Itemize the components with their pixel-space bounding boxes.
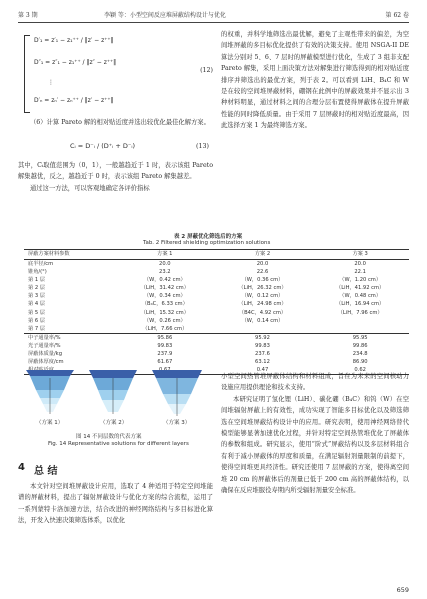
paragraph: 通过这一方法，可以客观地确定各评价指标: [30, 184, 150, 192]
table-row: [24, 284, 409, 292]
figure-label-3: （方案 3）: [163, 420, 191, 426]
table-row: [24, 292, 409, 300]
table-cell: [214, 325, 312, 334]
table-cell: （LiH，26.32 cm）: [238, 285, 287, 292]
table-row: [24, 358, 409, 366]
equation-13: Cᵢ = D⁻ᵢ / (D⁺ᵢ + D⁻ᵢ): [70, 142, 136, 150]
equation-12-row: D″₁ = z″₁ − z₁⁺⁺ / ‖z″ − z⁺⁺‖: [34, 59, 117, 66]
paragraph: 小型空间热管堆屏蔽体结构和材料组成，旨在为未来的空间核动力设施应用提供理论和技术支持。: [221, 373, 409, 392]
table-row-label: 第 7 层: [28, 325, 45, 332]
table-cell: 99.83: [157, 342, 173, 349]
table-row-label: 底半径/cm: [28, 261, 54, 267]
section-right-text: [221, 371, 409, 496]
table-cell: 22.1: [354, 269, 366, 276]
table-row: [24, 260, 409, 269]
table-header: 方案 2: [214, 250, 312, 260]
equation-12-row: D′₁ = z′₁ − z₁⁺⁺ / ‖z′ − z⁺⁺‖: [34, 37, 114, 44]
table-header-row: [24, 250, 409, 260]
figure-14: [18, 368, 213, 428]
table-row-label: 中子通量率/%: [24, 333, 116, 342]
table-cell: 61.67: [157, 359, 173, 366]
solution-2-cone: [89, 370, 137, 414]
table-row: [24, 300, 409, 308]
table-cell: （W，0.12 cm）: [241, 293, 284, 300]
solution-1-cone: [26, 370, 74, 414]
table-header: 屏蔽方案材料参数: [24, 250, 116, 260]
table-cell: （B₄C，6.33 cm）: [141, 301, 188, 308]
table-row: [24, 325, 409, 334]
paragraph: （6）计算 Pareto 解的相对贴近度并选出较优化最佳化解方案。: [30, 119, 210, 126]
table-caption-cn: 表 2 屏蔽优化筛选后的方案: [174, 234, 243, 240]
table-cell: （W，0.48 cm）: [339, 293, 382, 300]
table-header: 方案 1: [116, 250, 214, 260]
section-left-text: [18, 481, 213, 527]
table-caption-en: Tab. 2 Filtered shielding optimization solutions: [143, 240, 271, 246]
table-row-label: 第 1 层: [28, 277, 45, 284]
figure-label-1: （方案 1）: [36, 420, 64, 426]
table-cell: 99.86: [352, 342, 368, 349]
equation-12-row: D′ₙ = zₙ′ − zₙ⁺⁺ / ‖z′ − z⁺⁺‖: [34, 97, 114, 104]
header-issue: 第 3 期: [18, 12, 38, 19]
table-cell: （W，0.42 cm）: [143, 277, 186, 284]
table-cell: （LiH，41.92 cm）: [336, 285, 385, 292]
table-cell: 95.95: [311, 333, 409, 342]
equation-12-brace: [24, 35, 30, 113]
table-cell: 86.90: [352, 359, 368, 366]
table-cell: （W，0.34 cm）: [143, 293, 186, 300]
section-title: 总 结: [34, 466, 58, 477]
table-cell: 237.9: [157, 351, 173, 358]
section-number: 4: [18, 462, 25, 473]
table-cell: [311, 325, 409, 334]
table-cell: （B4C，4.92 cm）: [238, 309, 287, 316]
table-cell: （LiH，31.42 cm）: [140, 285, 189, 292]
table-cell: （LiH，7.66 cm）: [142, 325, 188, 332]
table-row: [24, 268, 409, 276]
table-cell: 20.0: [354, 261, 366, 267]
solution-3-cone: [152, 370, 202, 416]
table-cell: 20.0: [256, 261, 269, 267]
paragraph: 其中，Cᵢ取值范围为（0，1），一般越趋近于 1 时，表示该组 Pareto 解集越优，反之，越趋近于 0 时，表示该组 Pareto 解集越差。: [18, 162, 213, 181]
header-rule: [18, 22, 409, 23]
equation-12: [18, 31, 213, 117]
table-cell: （W，1.20 cm）: [339, 277, 382, 284]
left-column-text-2: [18, 160, 213, 194]
table-cell: （LiH，7.96 cm）: [337, 309, 383, 316]
table-row-label: 屏蔽体质量/kg: [28, 351, 62, 358]
table-cell: 0.62: [311, 366, 409, 375]
equation-12-row: ⋮: [48, 79, 54, 86]
table-cell: 95.92: [214, 333, 312, 342]
equation-13-number: (13): [196, 143, 209, 150]
table-cell: 23.2: [159, 269, 171, 276]
paragraph: 的权重，并科学地筛选出最优解，避免了主观性带来的偏差，为空间堆屏蔽的多目标优化提供了有效的决策支持。使用 NSGA-II DE 算法分别对 5、6、7 层时的屏蔽模型进行优化，生成了 3 组非支配 Pareto 解集，采用上面决策方法对解集进行筛选得到的相对贴近度排序并筛选出的最优方案，列于表 2。可以看到 LiH、B₄C 和 W 是在较的空间堆屏蔽材料，硼钢在此例中的屏蔽效果并不显示出 3 种材料明显，通过材料之间的合理分层布置使得屏蔽体在提升屏蔽性能的同时降低质量。由于采用 7 层屏蔽时的相对贴近度最高，因此选择方案 1 为最终筛选方案。: [221, 31, 409, 130]
table-row-label: 第 2 层: [28, 285, 45, 292]
table-cell: （LiH，24.98 cm）: [238, 301, 287, 308]
left-column-text-1: [18, 117, 213, 128]
table-cell: 234.8: [352, 351, 368, 358]
table-cell: 20.0: [159, 261, 171, 267]
table-row: [24, 309, 409, 317]
table-cell: （W，0.14 cm）: [241, 317, 284, 324]
table-cell: 22.6: [256, 269, 269, 276]
right-column-text: [221, 29, 409, 132]
table-row-label: 第 3 层: [28, 293, 45, 300]
header-volume: 第 62 卷: [385, 12, 409, 19]
table-row: [24, 333, 409, 342]
paragraph: 本研究证明了氢化锂（LiH）、碳化硼（B₄C）和钨（W）在空间堆辐射屏蔽上的有效性，成功实现了智能多目标优化以及筛选筛选在空间堆屏蔽结构设计中的应用。研究表明，使用神经网络替代模型能够显著加速优化过程，并针对特定空间热管堆优化了屏蔽体的参数和组成。研究显示，使用“阶式”屏蔽结构以及多层材料组合有利于减小屏蔽体的厚度和质量，在满足辐射剂量限制的前提下，使得空间堆更具经济性。研究还使用 7 层屏蔽的方案，使得离空间堆 20 cm 的屏蔽体后的剂量已低于 200 cm 高的屏蔽体结构，以确保在反应堆服役寿期内所受辐射剂量安全标准。: [221, 395, 409, 495]
table-row-label: 屏蔽体厚度/cm: [28, 359, 64, 366]
table-cell: （W，0.26 cm）: [143, 317, 186, 324]
table-row-label: 第 5 层: [28, 309, 45, 316]
table-cell: 95.86: [116, 333, 214, 342]
page-number: 659: [396, 586, 409, 594]
paragraph: 本文针对空间堆屏蔽设计应用，选取了 4 种适用于特定空间堆能谱的屏蔽材料，提出了辐射屏蔽设计与优化方案的综合流程，运用了一系列蒙特卡洛加速方法，结合改进的神经网络结构与多目标进化算法，开发入快速决策筛选体系，以优化: [18, 483, 213, 525]
table-cell: 237.6: [255, 351, 270, 358]
table-row-label: 第 6 层: [28, 317, 45, 324]
table-cell: （LiH，16.94 cm）: [336, 301, 385, 308]
equation-12-number: (12): [200, 67, 213, 74]
table-cell: （W，0.36 cm）: [241, 277, 284, 284]
table-cell: 99.83: [255, 342, 270, 349]
table-header: 方案 3: [311, 250, 409, 260]
figure-caption-cn: 图 14 不同层数的代表方案: [76, 434, 142, 440]
table-cell: [311, 317, 409, 325]
figure-caption-en: Fig. 14 Representative solutions for different layers: [48, 441, 189, 447]
figure-label-2: （方案 2）: [100, 420, 128, 426]
table-row: [24, 342, 409, 350]
table-row: [24, 276, 409, 284]
table-row: [24, 317, 409, 325]
table-cell: 63.12: [255, 359, 270, 366]
table-row-label: 第 4 层: [28, 301, 45, 308]
table-row: [24, 350, 409, 358]
table-row-label: 锥角/(°): [28, 269, 47, 276]
header-title: 李颖 等：小型空间反应堆屏蔽结构设计与优化: [104, 12, 226, 19]
table-cell: （LiH，15.32 cm）: [140, 309, 189, 316]
table-cell: 0.47: [214, 366, 312, 375]
table-row-label: 光子通量率/%: [28, 342, 61, 349]
shielding-table: [24, 249, 409, 375]
